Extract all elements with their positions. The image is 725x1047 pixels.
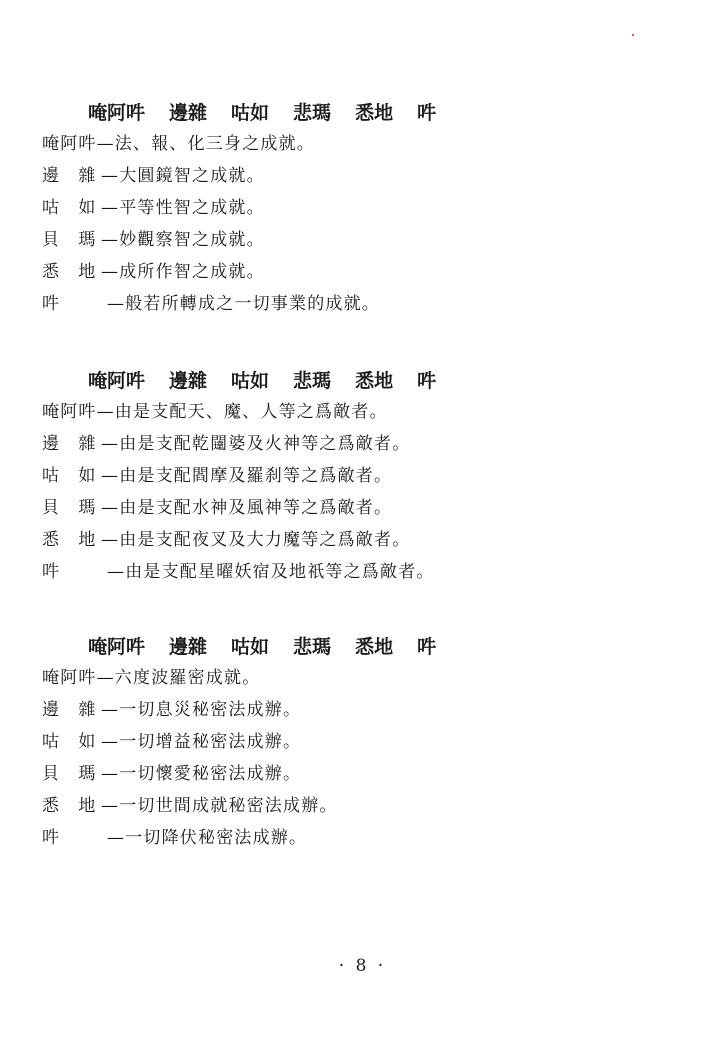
section-2 [42,366,682,588]
line-text: —一切世間成就秘密法成辦。 [101,796,338,816]
text-line [42,428,682,460]
line-text: —由是支配夜叉及大力魔等之爲敵者。 [101,530,411,550]
line-label: 邊 雜 [42,166,97,186]
text-line [42,492,682,524]
heading-word: 悲瑪 [293,636,332,658]
heading-word: 邊雜 [169,370,208,392]
heading-word: 唵阿吽 [88,370,146,392]
heading-word: 唵阿吽 [88,102,146,124]
line-text: —一切懷愛秘密法成辦。 [101,764,302,784]
line-label: 貝 瑪 [42,230,97,250]
line-text: —法、報、化三身之成就。 [96,134,316,154]
page-number: · 8 · [338,956,387,976]
mantra-heading [88,98,682,128]
line-label: 唵阿吽 [42,134,97,154]
line-text: —一切降伏秘密法成辦。 [107,828,308,848]
text-line [42,288,682,320]
heading-word: 邊雜 [169,636,208,658]
text-line [42,524,682,556]
text-line [42,694,682,726]
line-text: —由是支配水神及風神等之爲敵者。 [101,498,393,518]
text-line [42,460,682,492]
line-text: —一切增益秘密法成辦。 [101,732,302,752]
line-label: 邊 雜 [42,700,97,720]
line-label: 吽 [42,294,61,314]
heading-word: 唵阿吽 [88,636,146,658]
text-line [42,758,682,790]
line-label: 悉 地 [42,796,97,816]
mantra-heading [88,366,682,396]
line-text: —妙觀察智之成就。 [101,230,265,250]
text-line [42,160,682,192]
section-1 [42,98,682,320]
line-text: —由是支配閻摩及羅刹等之爲敵者。 [101,466,393,486]
heading-word: 悉地 [355,636,394,658]
line-label: 悉 地 [42,530,97,550]
text-line [42,128,682,160]
line-text: —成所作智之成就。 [101,262,265,282]
line-label: 邊 雜 [42,434,97,454]
line-label: 唵阿吽 [42,402,97,422]
heading-word: 吽 [417,370,437,392]
heading-word: 邊雜 [169,102,208,124]
line-label: 悉 地 [42,262,97,282]
line-text: —由是支配天、魔、人等之爲敵者。 [96,402,388,422]
text-line [42,224,682,256]
line-label: 咕 如 [42,732,97,752]
text-line [42,256,682,288]
line-label: 貝 瑪 [42,498,97,518]
line-text: —般若所轉成之一切事業的成就。 [107,294,380,314]
heading-word: 咕如 [231,636,270,658]
line-label: 吽 [42,828,61,848]
text-line [42,726,682,758]
text-line [42,790,682,822]
heading-word: 咕如 [231,370,270,392]
section-3 [42,632,682,854]
heading-word: 悉地 [355,102,394,124]
heading-word: 吽 [417,102,437,124]
text-line [42,662,682,694]
line-text: —大圓鏡智之成就。 [101,166,265,186]
line-label: 咕 如 [42,198,97,218]
heading-word: 悲瑪 [293,370,332,392]
heading-word: 吽 [417,636,437,658]
text-line [42,396,682,428]
heading-word: 悲瑪 [293,102,332,124]
line-text: —由是支配星曜妖宿及地祇等之爲敵者。 [107,562,435,582]
mantra-heading [88,632,682,662]
text-line [42,822,682,854]
heading-word: 咕如 [231,102,270,124]
line-text: —一切息災秘密法成辦。 [101,700,302,720]
line-label: 貝 瑪 [42,764,97,784]
line-text: —六度波羅密成就。 [96,668,261,688]
line-text: —由是支配乾闥婆及火神等之爲敵者。 [101,434,411,454]
line-label: 唵阿吽 [42,668,97,688]
heading-word: 悉地 [355,370,394,392]
margin-mark [632,34,634,36]
text-line [42,556,682,588]
line-label: 吽 [42,562,61,582]
line-label: 咕 如 [42,466,97,486]
text-line [42,192,682,224]
line-text: —平等性智之成就。 [101,198,265,218]
